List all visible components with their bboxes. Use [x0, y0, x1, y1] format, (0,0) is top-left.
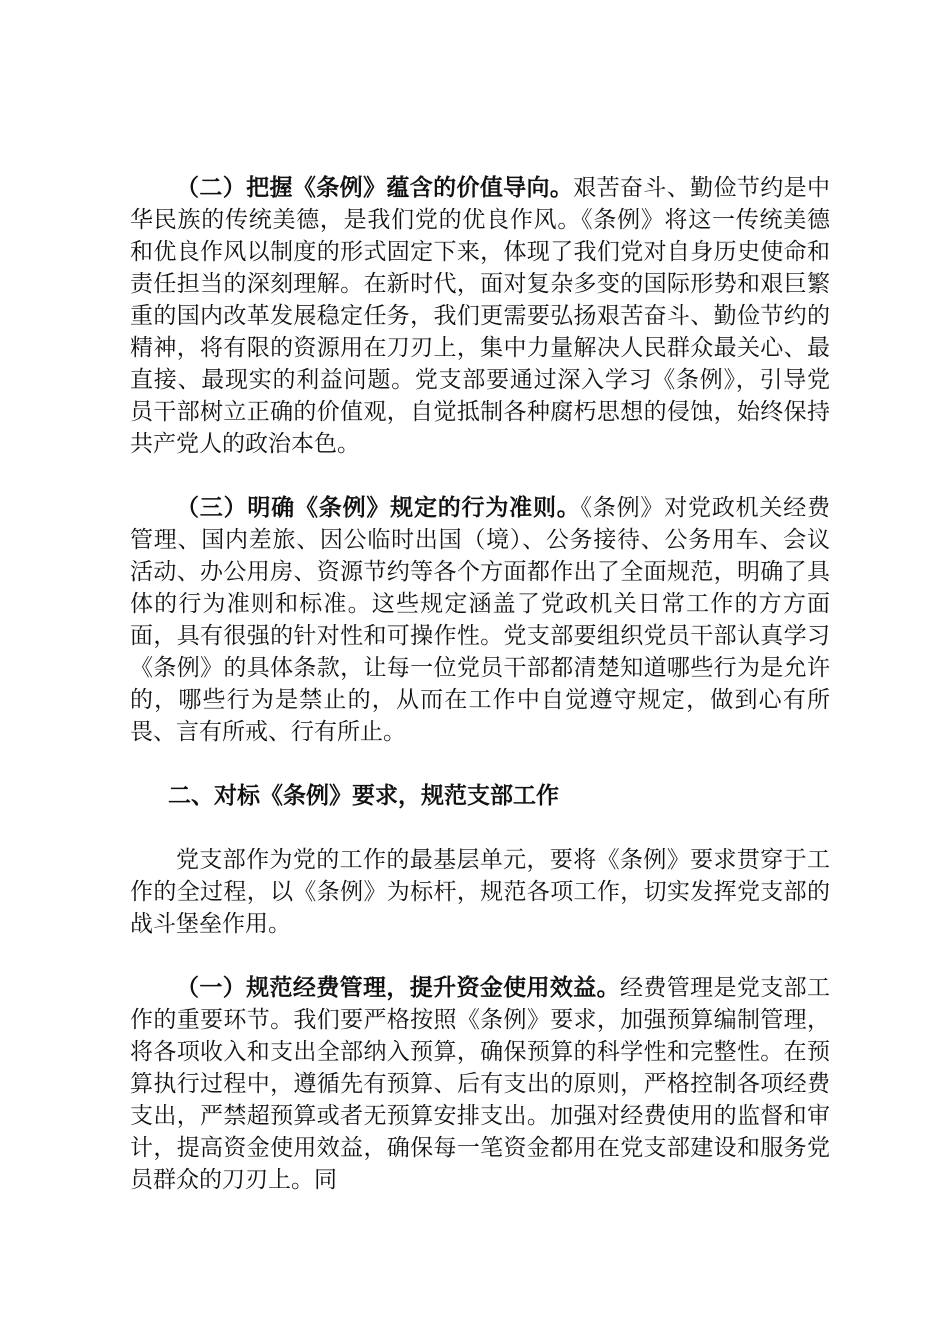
paragraph-body: 艰苦奋斗、勤俭节约是中华民族的传统美德，是我们党的优良作风。《条例》将这一传统美德和优良作风以制度的形式固定下来，体现了我们党对自身历史使命和责任担当的深刻理解。在新时代，面对复杂多变的国际形势和艰巨繁重的国内改革发展稳定任务，我们更需要弘扬艰苦奋斗、勤俭节约的精神，将有限的资源用在刀刃上，集中力量解决人民群众最关心、最直接、最现实的利益问题。党支部要通过深入学习《条例》，引导党员干部树立正确的价值观，自觉抵制各种腐朽思想的侵蚀，始终保持共产党人的政治本色。 — [130, 175, 831, 457]
paragraph-funding-management — [130, 972, 830, 1196]
paragraph-body: 经费管理是党支部工作的重要环节。我们要严格按照《条例》要求，加强预算编制管理，将各项收入和支出全部纳入预算，确保预算的科学性和完整性。在预算执行过程中，遵循先有预算、后有支出的原则，严格控制各项经费支出，严禁超预算或者无预算安排支出。加强对经费使用的监督和审计，提高资金使用效益，确保每一笔资金都用在党支部建设和服务党员群众的刀刃上。同 — [130, 975, 831, 1193]
paragraph-lead: （二）把握《条例》蕴含的价值导向。 — [176, 175, 574, 201]
section-intro: 党支部作为党的工作的最基层单元，要将《条例》要求贯穿于工作的全过程，以《条例》为标杆，规范各项工作，切实发挥党支部的战斗堡垒作用。 — [130, 847, 830, 937]
paragraph-lead: （一）规范经费管理，提升资金使用效益。 — [176, 975, 621, 1001]
paragraph-lead: （三）明确《条例》规定的行为准则。 — [176, 495, 581, 521]
paragraph-code-of-conduct — [130, 492, 830, 748]
section-heading: 二、对标《条例》要求，规范支部工作 — [168, 783, 559, 809]
document-page — [130, 172, 830, 1228]
paragraph-value-orientation — [130, 172, 830, 460]
paragraph-body: 《条例》对党政机关经费管理、国内差旅、因公临时出国（境）、公务接待、公务用车、会议活动、办公用房、资源节约等各个方面都作出了全面规范，明确了具体的行为准则和标准。这些规定涵盖了党政机关日常工作的方方面面，具有很强的针对性和可操作性。党支部要组织党员干部认真学习《条例》的具体条款，让每一位党员干部都清楚知道哪些行为是允许的，哪些行为是禁止的，从而在工作中自觉遵守规定，做到心有所畏、言有所戒、行有所止。 — [130, 495, 831, 745]
